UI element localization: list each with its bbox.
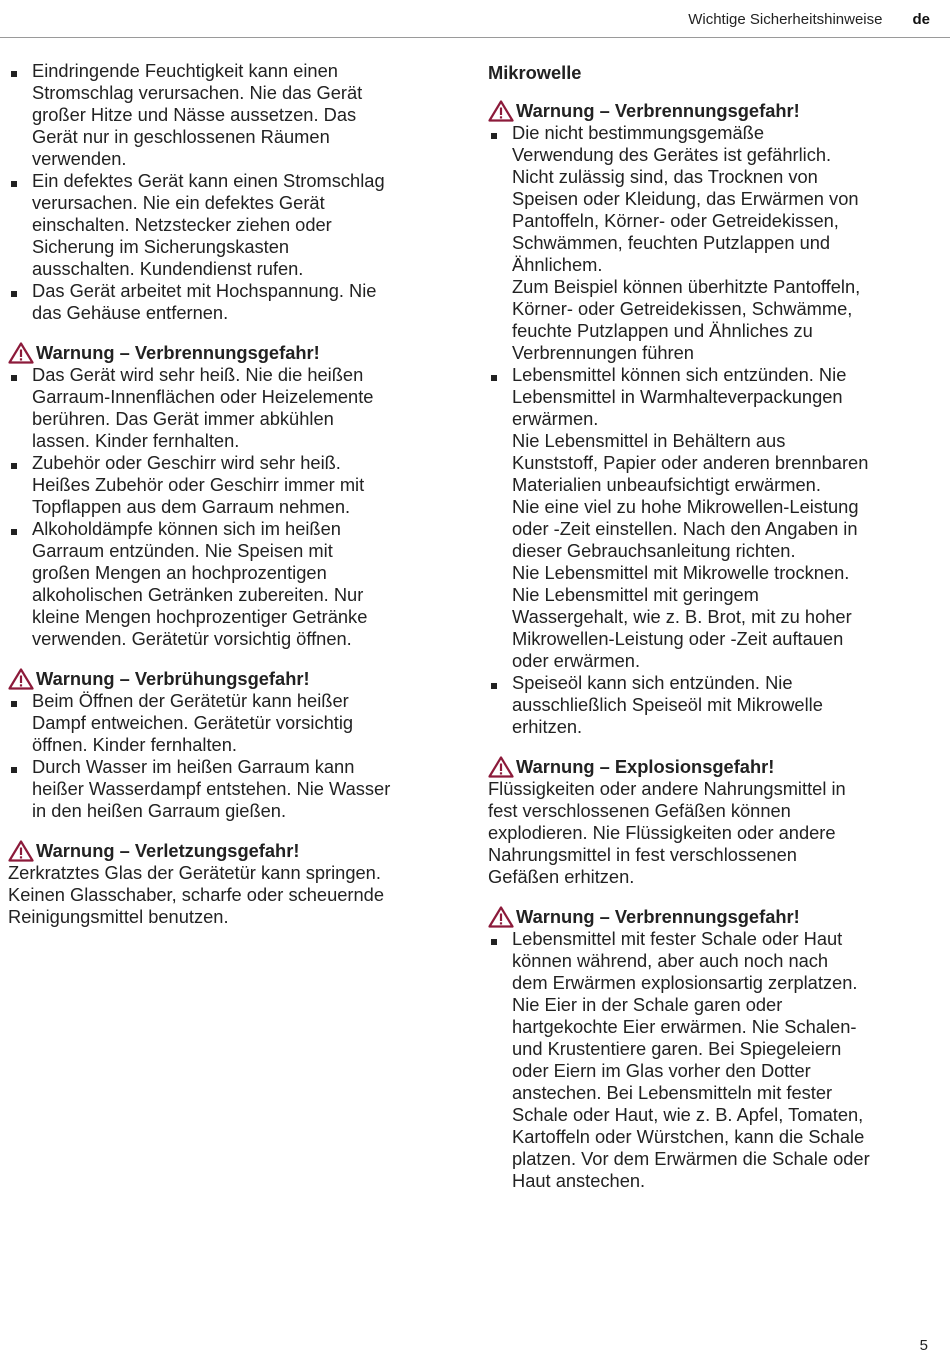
right-column [488, 60, 928, 1210]
warning-heading [488, 906, 928, 928]
text-line: verwenden. Gerätetür vorsichtig öffnen. [32, 628, 352, 649]
warning-triangle-icon [8, 342, 34, 364]
warning-triangle-icon [488, 756, 514, 778]
text-line: und Krustentiere garen. Bei Spiegeleiern [512, 1038, 842, 1059]
text-line: Gerät nur in geschlossenen Räumen [32, 126, 330, 147]
text-line: Mikrowellen-Leistung oder -Zeit auftauen [512, 628, 844, 649]
warning-burn-block [8, 342, 448, 650]
text-line: Nie Eier in der Schale garen oder [512, 994, 783, 1015]
text-line: berühren. Das Gerät immer abkühlen [32, 408, 334, 429]
text-line: Ein defektes Gerät kann einen Stromschlag [32, 170, 385, 191]
text-line: Keinen Glasschaber, scharfe oder scheuernde [8, 884, 385, 905]
warning-scald-block [8, 668, 448, 822]
page-number: 5 [919, 1337, 928, 1354]
text-line: anstechen. Bei Lebensmitteln mit fester [512, 1082, 833, 1103]
text-line: verursachen. Nie ein defektes Gerät [32, 192, 325, 213]
header-language-code: de [912, 10, 930, 28]
text-line: Durch Wasser im heißen Garraum kann [32, 756, 355, 777]
text-line: oder -Zeit einstellen. Nach den Angaben in [512, 518, 858, 539]
text-line: Lebensmittel können sich entzünden. Nie [512, 364, 847, 385]
text-line: feuchte Putzlappen und Ähnliches zu [512, 320, 813, 341]
list-item [488, 364, 928, 672]
text-line: Nie Lebensmittel mit geringem [512, 584, 759, 605]
warning-title: Warnung – Verbrühungsgefahr! [36, 668, 310, 689]
warning-title: Warnung – Verbrennungsgefahr! [36, 342, 320, 363]
list-item [488, 122, 928, 364]
warning-triangle-icon [8, 840, 34, 862]
text-line: Ähnlichem. [512, 254, 603, 275]
text-line: Schwämmen, feuchten Putzlappen und [512, 232, 831, 253]
text-line: Speisen oder Kleidung, das Erwärmen von [512, 188, 859, 209]
text-line: Flüssigkeiten oder andere Nahrungsmittel in [488, 778, 846, 799]
text-line: Heißes Zubehör oder Geschirr immer mit [32, 474, 365, 495]
intro-list [8, 60, 448, 324]
warning-triangle-icon [488, 100, 514, 122]
list-item [8, 60, 448, 170]
warning-triangle-icon [8, 668, 34, 690]
list-item [8, 756, 448, 822]
warning-text [8, 862, 448, 928]
text-line: Verwendung des Gerätes ist gefährlich. [512, 144, 832, 165]
warning-triangle-icon [488, 906, 514, 928]
list-item [8, 170, 448, 280]
warning-heading [488, 100, 928, 122]
text-line: Zubehör oder Geschirr wird sehr heiß. [32, 452, 341, 473]
header-divider [0, 37, 950, 38]
text-line: Garraum entzünden. Nie Speisen mit [32, 540, 333, 561]
section-title-mikrowelle: Mikrowelle [488, 62, 582, 83]
text-line: Reinigungsmittel benutzen. [8, 906, 229, 927]
text-line: Nie Lebensmittel in Behältern aus [512, 430, 786, 451]
warning-explosion-block [488, 756, 928, 888]
text-line: Gefäßen erhitzen. [488, 866, 635, 887]
text-line: großer Hitze und Nässe aussetzen. Das [32, 104, 357, 125]
text-line: öffnen. Kinder fernhalten. [32, 734, 237, 755]
text-line: Pantoffeln, Körner- oder Getreidekissen, [512, 210, 839, 231]
text-line: Materialien unbeaufsichtigt erwärmen. [512, 474, 821, 495]
text-line: großen Mengen an hochprozentigen [32, 562, 327, 583]
text-line: Topflappen aus dem Garraum nehmen. [32, 496, 351, 517]
text-line: Haut anstechen. [512, 1170, 646, 1191]
text-line: können während, aber auch noch nach [512, 950, 829, 971]
text-line: heißer Wasserdampf entstehen. Nie Wasser [32, 778, 391, 799]
text-line: Zerkratztes Glas der Gerätetür kann springen. [8, 862, 381, 883]
page-header [688, 9, 930, 29]
warning-title: Warnung – Verletzungsgefahr! [36, 840, 300, 861]
text-line: Lebensmittel in Warmhalteverpackungen [512, 386, 843, 407]
text-line: Verbrennungen führen [512, 342, 694, 363]
warning-heading [8, 342, 448, 364]
warning-title: Warnung – Verbrennungsgefahr! [516, 906, 800, 927]
list-item [488, 672, 928, 738]
warning-heading [8, 840, 448, 862]
warning-title: Warnung – Verbrennungsgefahr! [516, 100, 800, 121]
text-line: oder Eiern im Glas vorher den Dotter [512, 1060, 811, 1081]
warning-heading [8, 668, 448, 690]
text-line: Garraum-Innenflächen oder Heizelemente [32, 386, 374, 407]
list-item [8, 364, 448, 452]
warning-text [488, 778, 928, 888]
text-line: Nicht zulässig sind, das Trocknen von [512, 166, 818, 187]
text-line: Dampf entweichen. Gerätetür vorsichtig [32, 712, 354, 733]
text-line: Das Gerät wird sehr heiß. Nie die heißen [32, 364, 364, 385]
text-line: Nie eine viel zu hohe Mikrowellen-Leistung [512, 496, 859, 517]
text-line: einschalten. Netzstecker ziehen oder [32, 214, 332, 235]
text-line: Das Gerät arbeitet mit Hochspannung. Nie [32, 280, 377, 301]
text-line: oder erwärmen. [512, 650, 641, 671]
text-line: alkoholischen Getränken zubereiten. Nur [32, 584, 364, 605]
warning-injury-block [8, 840, 448, 928]
text-line: Zum Beispiel können überhitzte Pantoffeln, [512, 276, 861, 297]
warning-heading [488, 756, 928, 778]
text-line: fest verschlossenen Gefäßen können [488, 800, 791, 821]
text-line: erhitzen. [512, 716, 583, 737]
text-line: explodieren. Nie Flüssigkeiten oder andere [488, 822, 836, 843]
text-line: platzen. Vor dem Erwärmen die Schale oder [512, 1148, 870, 1169]
text-line: Wassergehalt, wie z. B. Brot, mit zu hoher [512, 606, 852, 627]
text-line: in den heißen Garraum gießen. [32, 800, 287, 821]
text-line: Lebensmittel mit fester Schale oder Haut [512, 928, 843, 949]
text-line: dieser Gebrauchsanleitung richten. [512, 540, 796, 561]
text-line: Körner- oder Getreidekissen, Schwämme, [512, 298, 853, 319]
text-line: das Gehäuse entfernen. [32, 302, 229, 323]
left-column [8, 60, 448, 946]
text-line: Nie Lebensmittel mit Mikrowelle trocknen. [512, 562, 850, 583]
text-line: hartgekochte Eier erwärmen. Nie Schalen- [512, 1016, 857, 1037]
text-line: Sicherung im Sicherungskasten [32, 236, 290, 257]
text-line: lassen. Kinder fernhalten. [32, 430, 240, 451]
warning-burn-block [488, 100, 928, 738]
text-line: dem Erwärmen explosionsartig zerplatzen. [512, 972, 858, 993]
list-item [8, 518, 448, 650]
text-line: Speiseöl kann sich entzünden. Nie [512, 672, 793, 693]
header-section-title: Wichtige Sicherheitshinweise [688, 10, 883, 28]
list-item [8, 452, 448, 518]
text-line: Kartoffeln oder Würstchen, kann die Schale [512, 1126, 865, 1147]
text-line: Alkoholdämpfe können sich im heißen [32, 518, 341, 539]
text-line: Eindringende Feuchtigkeit kann einen [32, 60, 338, 81]
text-line: Beim Öffnen der Gerätetür kann heißer [32, 690, 349, 711]
list-item [8, 280, 448, 324]
text-line: erwärmen. [512, 408, 599, 429]
text-line: Stromschlag verursachen. Nie das Gerät [32, 82, 363, 103]
warning-title: Warnung – Explosionsgefahr! [516, 756, 775, 777]
text-line: Nahrungsmittel in fest verschlossenen [488, 844, 797, 865]
list-item [488, 928, 928, 1192]
text-line: kleine Mengen hochprozentiger Getränke [32, 606, 368, 627]
text-line: verwenden. [32, 148, 127, 169]
warning-burn-block-2 [488, 906, 928, 1192]
text-line: ausschalten. Kundendienst rufen. [32, 258, 304, 279]
text-line: Kunststoff, Papier oder anderen brennbaren [512, 452, 869, 473]
text-line: Schale oder Haut, wie z. B. Apfel, Tomaten, [512, 1104, 864, 1125]
list-item [8, 690, 448, 756]
text-line: ausschließlich Speiseöl mit Mikrowelle [512, 694, 823, 715]
text-line: Die nicht bestimmungsgemäße [512, 122, 764, 143]
